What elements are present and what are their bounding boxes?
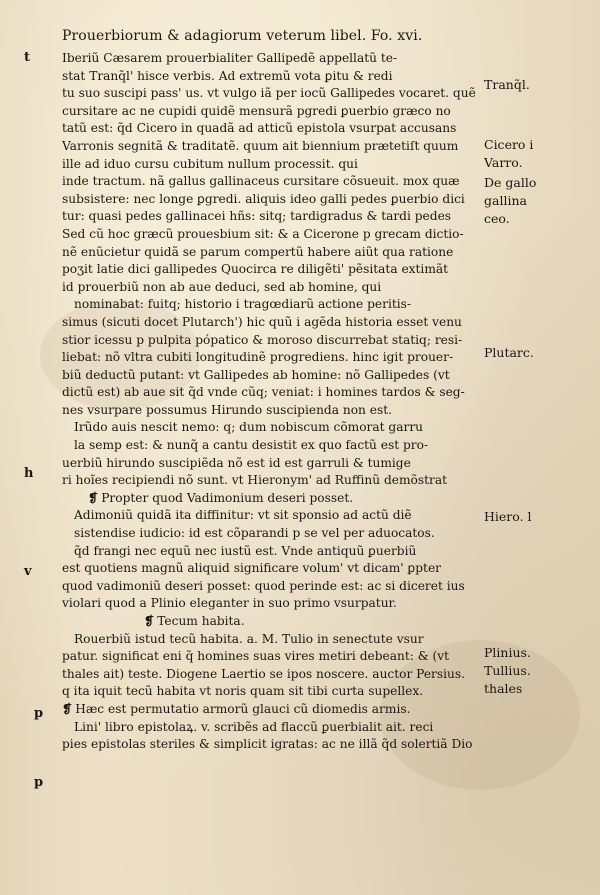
main-text-column [62, 50, 482, 754]
text-line: inde tractum. nã gallus gallinaceus cursitare cõsueuit. mox quæ [62, 174, 460, 189]
margin-note: Varro. [484, 155, 523, 170]
text-line: Irũdo auis nescit nemo: q; dum nobiscum cõmorat garru [74, 420, 423, 435]
margin-note: Tullius. [484, 663, 531, 678]
text-line: ille ad iduo cursu cubitum nullum processit. qui [62, 156, 358, 171]
running-header: Prouerbiorum & adagiorum veterum libel. Fo. xvi. [62, 28, 423, 44]
initial-letter: t [24, 50, 31, 65]
text-line: Varronis segnitã & traditatẽ. quum ait biennium prætetiſt quum [62, 138, 459, 153]
text-line: quod vadimoniũ deseri posset: quod perinde est: ac si diceret ius [62, 578, 465, 593]
section-heading [62, 613, 482, 631]
section-heading [62, 701, 482, 719]
text-line: id prouerbiũ non ab aue deduci, sed ab homine, qui [62, 279, 382, 294]
text-line: Adimoniũ quidã ita diffinitur: vt sit sponsio ad actũ diẽ [74, 508, 412, 523]
text-line: cursitare ac ne cupidi quidẽ mensurã pgredi ꝑuerbio græco no [62, 103, 451, 118]
pilcrow-icon: ❡ [62, 701, 73, 716]
text-line: Rouerbiũ istud tecũ habita. a. M. Tulio in senectute vsur [74, 631, 424, 646]
text-line: Sed cũ hoc græcũ prouesbium sit: & a Cicerone p grecam dictio- [62, 226, 464, 241]
initial-letter: p [34, 706, 44, 721]
text-line: simus (sicuti docet Plutarch') hic quũ i agẽda historia esset venu [62, 314, 462, 329]
text-line: Lini' libro epistolaꝝ. v. scribẽs ad flaccũ ꝑuerbialit ait. reci [74, 719, 434, 734]
margin-note: Hiero. l [484, 509, 532, 524]
text-line: tatũ est: q̃d Cicero in quadã ad atticũ epistola vsurpat accusans [62, 121, 457, 136]
text-line: uerbiũ hirundo suscipiẽda nõ est id est garruli & tumige [62, 455, 411, 470]
margin-note: ceo. [484, 211, 510, 226]
text-line: stior icessu p pulpita pópatico & moroso discurrebat statiq; resi- [62, 332, 463, 347]
section-heading-text: Tecum habita. [157, 614, 245, 628]
text-line: est quotiens magnũ aliquid significare volum' vt dicam' ꝑpter [62, 561, 441, 576]
text-line: la semp est: & nunq̃ a cantu desistit ex quo factũ est pro- [74, 438, 429, 453]
text-line: nominabat: fuitq; historio i tragœdiarũ actione peritis- [74, 297, 412, 312]
text-line: pies epistolas steriles & simplicit igratas: ac ne illã q̃d solertiã Dio [62, 737, 473, 752]
margin-note: Plinius. [484, 645, 531, 660]
initial-letter: h [24, 466, 34, 481]
initial-letter: p [34, 775, 44, 790]
text-line: patur. significat eni q̃ homines suas vires metiri debeant: & (vt [62, 649, 449, 664]
pilcrow-icon: ❡ [144, 614, 155, 628]
margin-note: gallina [484, 193, 527, 208]
margin-note: Tranq̃l. [484, 77, 530, 92]
text-line: stat Tranq̃l' hisce verbis. Ad extremũ vota ꝑitu & redi [62, 68, 393, 83]
section-heading [62, 490, 482, 508]
text-line: biũ deductũ putant: vt Gallipedes ab homine: nõ Gallipedes (vt [62, 367, 450, 382]
text-line: sistendise iudicio: id est cõparandi p se vel per aduocatos. [74, 526, 435, 541]
text-line: tur: quasi pedes gallinacei hñs: sitq; tardigradus & tardi pedes [62, 209, 452, 224]
section-heading-text: Hæc est permutatio armorũ glauci cũ diomedis armis. [75, 701, 411, 716]
text-line: subsistere: nec longe ꝑgredi. aliquis ideo galli pedes ꝑuerbio dici [62, 191, 465, 206]
text-line: liebat: nõ vltra cubiti longitudinẽ progrediens. hinc igit prouer- [62, 350, 454, 365]
text-line: poʒit latie dici gallipedes Quocirca re diligẽti' pẽsitata extimãt [62, 262, 449, 277]
margin-note: Plutarc. [484, 345, 534, 360]
text-line: nes vsurpare possumus Hirundo suscipienda non est. [62, 402, 393, 417]
text-line: ri hoĩes recipiendi nõ sunt. vt Hieronym' ad Ruffinũ demõstrat [62, 473, 448, 488]
text-line: q ita iquit tecũ habita vt noris quam sit tibi curta supellex. [62, 684, 424, 699]
text-line: q̃d frangi nec equũ nec iustũ est. Vnde antiquũ ꝑuerbiũ [74, 543, 417, 558]
section-heading-text: Propter quod Vadimonium deseri posset. [101, 490, 354, 505]
margin-note: Cicero i [484, 137, 534, 152]
text-line: thales ait) teste. Diogene Laertio se ipos noscere. auctor Persius. [62, 666, 465, 681]
text-line: violari quod a Plinio eleganter in suo primo vsurpatur. [62, 596, 397, 611]
text-line: Iberiũ Cæsarem prouerbialiter Gallipedẽ appellatũ te- [62, 51, 398, 65]
text-line: dictũ est) ab aue sit q̃d vnde cũq; veniat: i homines tardos & seg- [62, 385, 465, 400]
margin-note: thales [484, 681, 523, 696]
initial-letter: v [24, 564, 32, 579]
margin-note: De gallo [484, 175, 537, 190]
text-line: tu suo suscipi pass' us. vt vulgo iã per iocũ Gallipedes vocaret. quẽ [62, 86, 476, 101]
text-line: nẽ enũcietur quidã se parum compertũ habere aiũt qua ratione [62, 244, 454, 259]
pilcrow-icon: ❡ [88, 490, 99, 505]
